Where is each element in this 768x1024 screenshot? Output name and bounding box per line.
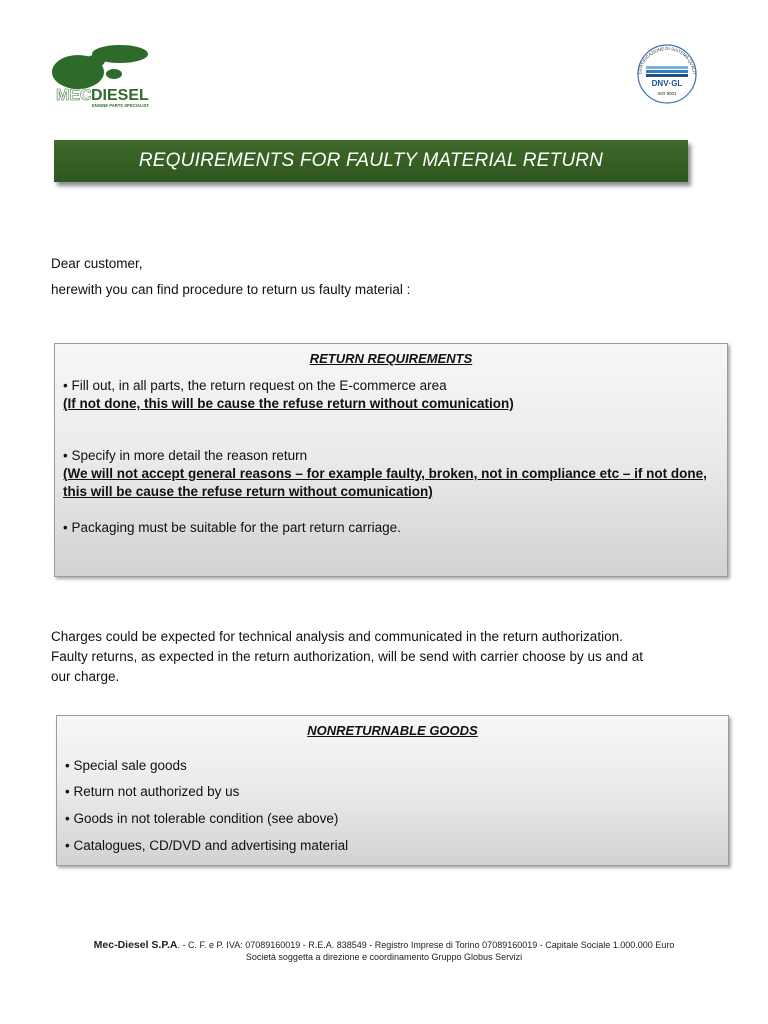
charges-paragraph — [51, 627, 711, 687]
nonreturnable-goods-box — [56, 715, 729, 866]
greeting-text: Dear customer, — [51, 256, 143, 271]
svg-text:ENGINE PARTS SPECIALIST: ENGINE PARTS SPECIALIST — [92, 103, 149, 108]
charges-line-3: our charge. — [51, 669, 120, 684]
svg-text:MEC: MEC — [56, 87, 92, 104]
nonreturnable-item: • Return not authorized by us — [65, 783, 239, 801]
nonreturnable-item: • Goods in not tolerable condition (see above) — [65, 810, 338, 828]
intro-text: herewith you can find procedure to return us faulty material : — [51, 282, 411, 297]
requirement-item-2: • Specify in more detail the reason return — [63, 447, 723, 465]
nonreturnable-item: • Catalogues, CD/DVD and advertising material — [65, 837, 348, 855]
mecdiesel-logo — [48, 40, 158, 110]
charges-line-2: Faulty returns, as expected in the return authorization, will be send with carrier choose by us and at — [51, 649, 644, 664]
footer-line-2: Società soggetta a direzione e coordinamento Gruppo Globus Servizi — [245, 952, 523, 962]
charges-line-1: Charges could be expected for technical analysis and communicated in the return authorization. — [51, 629, 623, 644]
svg-text:DIESEL: DIESEL — [91, 87, 149, 104]
svg-text:ISO 9001: ISO 9001 — [657, 91, 677, 96]
requirement-item-1: • Fill out, in all parts, the return request on the E-commerce area — [63, 377, 514, 395]
footer-company-name: Mec-Diesel S.P.A — [93, 939, 178, 951]
footer-line-1 — [0, 939, 768, 951]
svg-text:CERTIFICAZIONE DI SISTEMA QUAL: CERTIFICAZIONE DI SISTEMA QUALIT — [637, 45, 697, 76]
return-requirements-box — [54, 343, 728, 577]
requirement-item-1-note: (If not done, this will be cause the refuse return without comunication) — [63, 396, 514, 411]
page-title: REQUIREMENTS FOR FAULTY MATERIAL RETURN — [138, 150, 604, 171]
svg-text:DNV·GL: DNV·GL — [651, 79, 683, 88]
requirement-item-3: • Packaging must be suitable for the part return carriage. — [63, 519, 401, 537]
nonreturnable-goods-heading: NONRETURNABLE GOODS — [307, 723, 478, 738]
requirement-item-2-note-line2: this will be cause the refuse return without comunication) — [63, 484, 433, 499]
requirement-item-2-note-line1: (We will not accept general reasons – for example faulty, broken, not in compliance etc – if not done, — [63, 466, 707, 481]
dnv-gl-certification-seal — [632, 40, 702, 104]
footer-company-details: . - C. F. e P. IVA: 07089160019 - R.E.A. 838549 - Registro Imprese di Torino 07089160019 - Capitale Sociale 1.000.000 Euro — [177, 940, 675, 950]
return-requirements-heading: RETURN REQUIREMENTS — [309, 351, 473, 366]
nonreturnable-item: • Special sale goods — [65, 757, 187, 775]
page-title-banner — [54, 140, 688, 182]
footer — [0, 939, 768, 963]
